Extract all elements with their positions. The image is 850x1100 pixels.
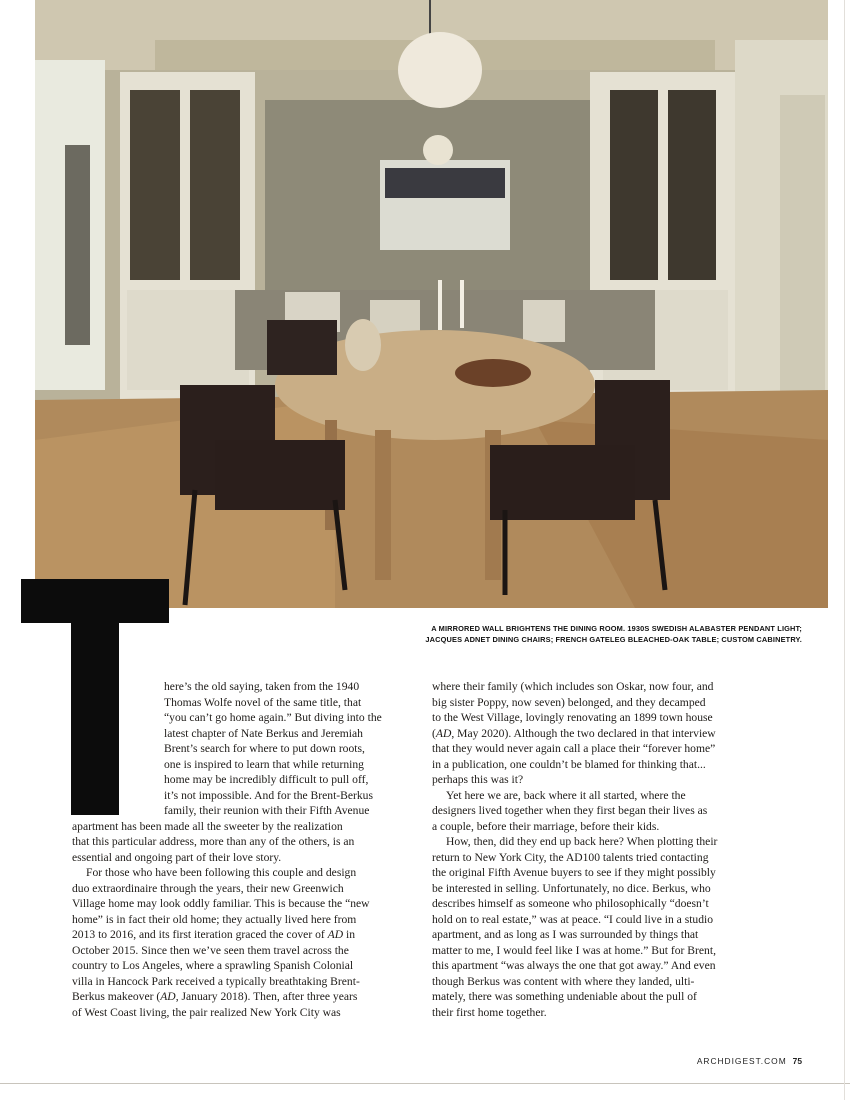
text-line: October 2015. Since then we’ve seen them travel across the	[72, 943, 349, 957]
text-line: home may be incredibly difficult to pull off,	[164, 773, 369, 786]
text-line: villa in Hancock Park received a typically breathtaking Brent-	[72, 974, 360, 988]
text-line: For those who have been following this couple and design	[86, 866, 357, 879]
text-line: return to New York City, the AD100 talents tried contacting	[432, 850, 709, 864]
caption-line: A MIRRORED WALL BRIGHTENS THE DINING ROOM. 1930S SWEDISH ALABASTER PENDANT LIGHT;	[431, 624, 802, 633]
text-line: country to Los Angeles, where a sprawling Spanish Colonial	[72, 959, 354, 972]
text-line: that this particular address, more than any of the others, is an	[72, 835, 355, 848]
text-line: “you can’t go home again.” But diving into the	[164, 711, 382, 724]
text-line: hold on to real estate,” was at peace. “I could live in a studio	[432, 912, 714, 926]
text-line: their first home together.	[432, 1005, 547, 1019]
text-line: designers lived together when they first began their lives as	[432, 804, 708, 817]
text-line: 2013 to 2016, and its first iteration graced the cover of AD in	[72, 928, 356, 941]
text-line: perhaps this was it?	[432, 773, 524, 786]
page-footer	[697, 1056, 802, 1066]
text-line: family, their reunion with their Fifth Avenue	[164, 804, 370, 817]
text-line: of West Coast living, the pair realized New York City was	[72, 1005, 341, 1019]
text-line: apartment has been made all the sweeter by the realization	[72, 819, 343, 833]
article-column-left	[72, 679, 417, 1020]
text-line: it’s not impossible. And for the Brent-Berkus	[164, 788, 373, 802]
paragraph	[432, 834, 777, 1020]
text-line: here’s the old saying, taken from the 1940	[164, 680, 360, 693]
text-line: Berkus makeover (AD, January 2018). Then, after three years	[72, 990, 358, 1003]
text-line: home” is in fact their old home; they actually lived here from	[72, 912, 357, 926]
text-line: though Berkus was content with where they landed, ulti-	[432, 974, 695, 988]
text-line: where their family (which includes son Oskar, now four, and	[432, 680, 714, 693]
text-line: describes himself as someone who philosophically “doesn’t	[432, 897, 709, 910]
paragraph	[432, 788, 777, 835]
text-line: Yet here we are, back where it all started, where the	[446, 788, 686, 802]
dining-room-photo	[35, 0, 828, 608]
text-line: (AD, May 2020). Although the two declared in that interview	[432, 726, 716, 740]
text-line: duo extraordinaire through the years, their new Greenwich	[72, 881, 344, 895]
text-line: that they would never again call a place their “forever home”	[432, 742, 716, 755]
paragraph	[72, 865, 417, 1020]
paragraph-opening	[72, 679, 417, 865]
footer-site: ARCHDIGEST.COM	[696, 1056, 787, 1066]
paragraph	[432, 679, 777, 788]
bottom-rule	[0, 1083, 850, 1084]
text-line: How, then, did they end up back here? When plotting their	[446, 835, 718, 848]
photo-caption	[242, 623, 802, 645]
text-line: Village home may look oddly familiar. This is because the “new	[72, 897, 370, 910]
caption-line: JACQUES ADNET DINING CHAIRS; FRENCH GATELEG BLEACHED-OAK TABLE; CUSTOM CABINETRY.	[425, 635, 802, 644]
text-line: this apartment “was always the one that got away.” And even	[432, 959, 716, 972]
text-line: one is inspired to learn that while returning	[164, 757, 364, 771]
text-line: Thomas Wolfe novel of the same title, that	[164, 695, 362, 709]
text-line: Brent’s search for where to put down roots,	[164, 742, 365, 755]
text-line: matter to me, I would feel like I was at home.” But for Brent,	[432, 943, 716, 957]
text-line: the original Fifth Avenue buyers to see if they might possibly	[432, 866, 716, 879]
page-number: 75	[792, 1056, 802, 1066]
text-line: mately, there was something undeniable about the pull of	[432, 990, 697, 1003]
text-line: be interested in selling. Unfortunately, no dice. Berkus, who	[432, 881, 711, 895]
text-line: essential and ongoing part of their love story.	[72, 850, 282, 864]
page-edge	[844, 0, 845, 1100]
text-line: apartment, and as long as I was surrounded by things that	[432, 928, 699, 941]
text-line: in a publication, one couldn’t be blamed for thinking that...	[432, 757, 706, 771]
text-line: a couple, before their marriage, before their kids.	[432, 819, 660, 833]
text-line: to the West Village, lovingly renovating an 1899 town house	[432, 711, 713, 724]
article-column-right	[432, 679, 777, 1020]
text-line: latest chapter of Nate Berkus and Jeremiah	[164, 726, 363, 740]
text-line: big sister Poppy, now seven) belonged, and they decamped	[432, 695, 706, 709]
